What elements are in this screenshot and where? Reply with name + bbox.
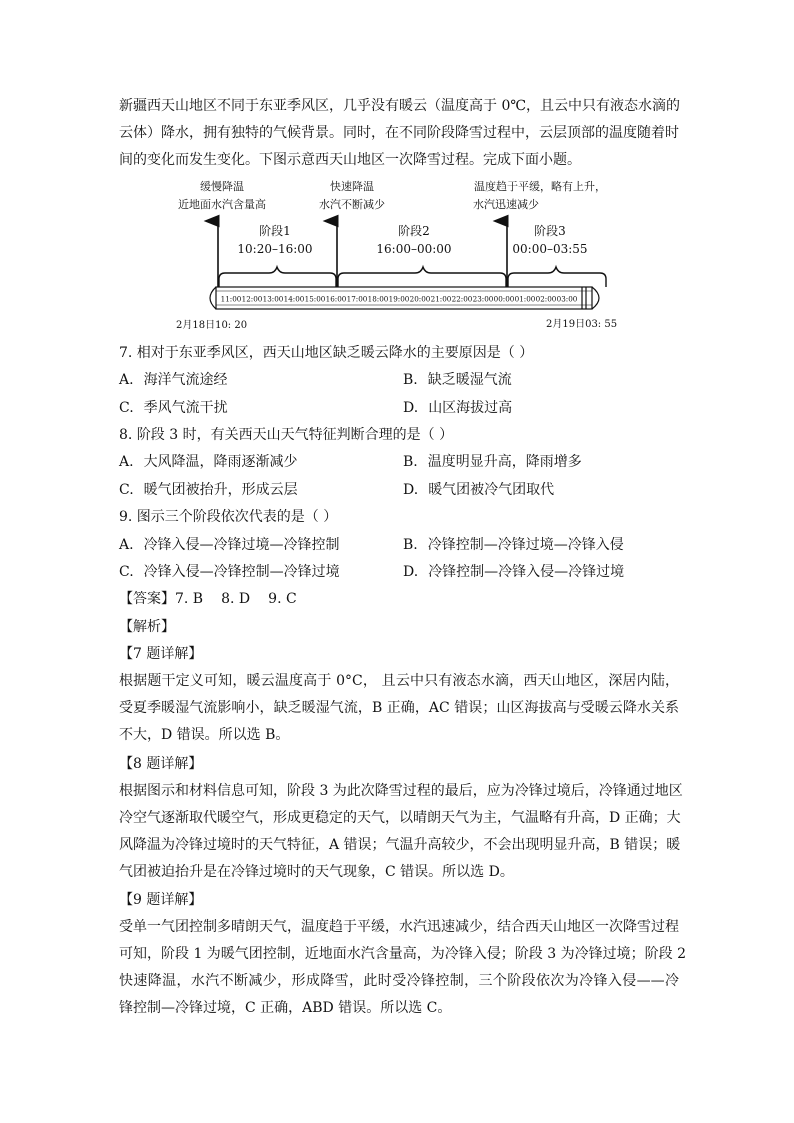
detail-line: 快速降温，水汽不断减少，形成降雪，此时受冷锋控制，三个阶段依次为冷锋入侵——冷 [119,973,679,989]
answer-item: 7. B [175,591,204,607]
q7-detail-body [119,668,679,749]
stage2-desc-line2: 水汽不断减少 [319,198,385,211]
answer-item: 8. D [221,591,251,607]
stage3-desc-line1: 温度趋于平缓，略有上升， [474,180,606,193]
timeline-tick-label: 16:00 [325,294,347,304]
q9-detail-heading: 【9 题详解】 [119,892,203,908]
option-text: 大风降温，降雨逐渐减少 [143,454,298,470]
question-8-option-b [403,452,582,472]
stage2-brace [338,267,506,287]
question-8-stem: 8. 阶段 3 时，有关西天山天气特征判断合理的是（ ） [119,427,454,443]
detail-line: 根据题干定义可知，暖云温度高于 0°C， 且云中只有液态水滴，西天山地区，深居内陆， [119,673,679,689]
option-letter: D. [403,564,419,580]
timeline-tick-label: 20:00 [409,294,431,304]
option-letter: A. [119,537,134,553]
stage1-desc-line1: 缓慢降温 [200,180,244,193]
option-letter: B. [403,537,418,553]
option-text: 冷锋入侵—冷锋控制—冷锋过境 [143,564,340,580]
detail-line: 不大，D 错误。所以选 B。 [119,727,290,743]
analysis-heading: 【解析】 [119,619,175,635]
question-9-option-d [403,562,624,582]
q9-detail-body [119,914,686,1022]
question-7-option-d [403,398,512,418]
timeline-tick-label: 11:00 [220,294,242,304]
answer-item: 9. C [268,591,297,607]
stage1-desc-line2: 近地面水汽含量高 [178,198,266,211]
intro-line: 云体）降水，拥有独特的气候背景。同时，在不同阶段降雪过程中，云层顶部的温度随着时 [119,125,679,141]
answer-line [119,589,315,609]
timeline-end-label: 2月19日03: 55 [546,319,618,330]
stage1-name: 阶段1 [259,224,291,238]
timeline-right-cap [592,287,599,309]
question-9-stem: 9. 图示三个阶段依次代表的是（ ） [119,509,338,525]
option-letter: D. [403,400,419,416]
detail-line: 气团被迫抬升是在冷锋过境时的天气现象，C 错误。所以选 D。 [119,864,514,880]
q7-detail-heading: 【7 题详解】 [119,646,203,662]
question-9-option-c [119,562,340,582]
stage2-time: 16:00–00:00 [376,242,452,256]
timeline-tick-label: 00:00 [493,294,515,304]
option-letter: C. [119,564,134,580]
question-7-option-a [119,370,228,390]
option-letter: D. [403,482,419,498]
option-text: 冷锋入侵—冷锋过境—冷锋控制 [143,537,340,553]
timeline-tick-label: 15:00 [304,294,326,304]
option-letter: C. [119,400,134,416]
option-text: 缺乏暖湿气流 [427,372,512,388]
answer-label: 【答案】 [119,591,175,607]
option-text: 暖气团被冷气团取代 [428,482,555,498]
timeline-tick-label: 03:00 [556,294,578,304]
option-text: 山区海拔过高 [428,400,513,416]
q8-detail-heading: 【8 题详解】 [119,756,203,772]
intro-line: 新疆西天山地区不同于东亚季风区，几乎没有暖云（温度高于 0℃，且云中只有液态水滴的 [119,98,681,114]
option-text: 季风气流干扰 [143,400,228,416]
detail-line: 冷空气逐渐取代暖空气，形成更稳定的天气，以晴朗天气为主，气温略有升高，D 正确；大 [119,810,681,826]
intro-paragraph [119,93,679,174]
timeline-tick-label: 01:00 [514,294,536,304]
detail-line: 风降温为冷锋过境时的天气特征，A 错误；气温升高较少，不会出现明显升高，B 错误；暖 [119,837,681,853]
stage3-desc-line2: 水汽迅速减少 [473,198,539,211]
timeline-tick-label: 14:00 [283,294,305,304]
question-8-option-c [119,480,298,500]
stage1-brace [219,267,336,287]
intro-line: 间的变化而发生变化。下图示意西天山地区一次降雪过程。完成下面小题。 [119,152,581,168]
option-letter: C. [119,482,134,498]
option-letter: A. [119,454,134,470]
option-text: 温度明显升高，降雨增多 [427,454,582,470]
q8-detail-body [119,778,683,886]
question-8-option-d [403,480,554,500]
question-7-option-b [403,370,512,390]
detail-line: 根据图示和材料信息可知，阶段 3 为此次降雪过程的最后，应为冷锋过境后，冷锋通过地区 [119,783,683,799]
stage2-desc-line1: 快速降温 [330,180,374,193]
timeline-tick-label: 18:00 [367,294,389,304]
timeline-tick-label: 23:00 [472,294,494,304]
stage3-name: 阶段3 [534,224,566,238]
question-8-option-a [119,452,298,472]
option-letter: B. [403,372,418,388]
question-7-option-c [119,398,228,418]
timeline-tick-label: 19:00 [388,294,410,304]
timeline-ticks [221,295,578,304]
detail-line: 可知，阶段 1 为暖气团控制，近地面水汽含量高，为冷锋入侵；阶段 3 为冷锋过境；阶段 2 [119,946,686,962]
stage2-name: 阶段2 [398,224,430,238]
stage3-time: 00:00–03:55 [512,242,588,256]
question-7-stem: 7. 相对于东亚季风区，西天山地区缺乏暖云降水的主要原因是（ ） [119,345,534,361]
timeline-left-cap [210,287,216,309]
option-text: 暖气团被抬升，形成云层 [143,482,298,498]
stage3-brace [508,267,606,287]
detail-line: 受夏季暖湿气流影响小，缺乏暖湿气流，B 正确，AC 错误；山区海拔高与受暖云降水关系 [119,700,679,716]
timeline-tick-label: 12:00 [241,294,263,304]
timeline-tick-label: 13:00 [262,294,284,304]
stage1-time: 10:20–16:00 [237,242,313,256]
option-text: 冷锋控制—冷锋过境—冷锋入侵 [427,537,624,553]
option-text: 冷锋控制—冷锋入侵—冷锋过境 [428,564,625,580]
option-letter: B. [403,454,418,470]
option-text: 海洋气流途经 [143,372,228,388]
detail-line: 锋控制—冷锋过境，C 正确，ABD 错误。所以选 C。 [119,1000,452,1016]
detail-line: 受单一气团控制多晴朗天气，温度趋于平缓，水汽迅速减少，结合西天山地区一次降雪过程 [119,919,679,935]
timeline-tick-label: 22:00 [451,294,473,304]
timeline-tick-label: 02:00 [535,294,557,304]
timeline-start-label: 2月18日10: 20 [176,320,248,331]
option-letter: A. [119,372,134,388]
question-9-option-a [119,535,340,555]
snowfall-timeline-diagram [170,177,630,337]
timeline-tick-label: 21:00 [430,294,452,304]
timeline-tick-label: 17:00 [346,294,368,304]
question-9-option-b [403,535,624,555]
